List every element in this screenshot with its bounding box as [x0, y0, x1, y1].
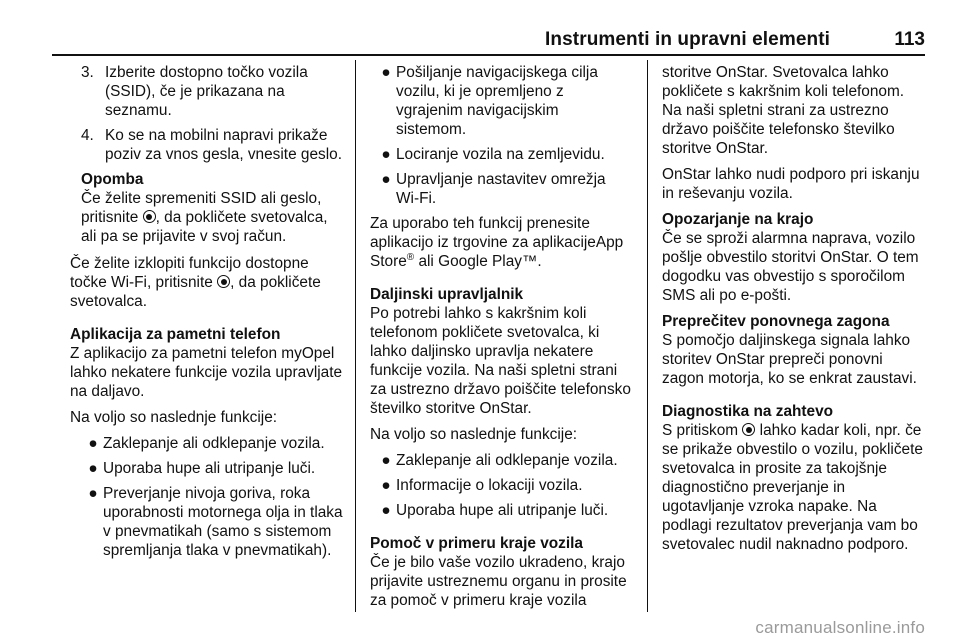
note-text-a: Če želite spremeniti SSID ali geslo, pritisnite [81, 190, 322, 226]
column-2 [370, 63, 632, 617]
bullet-text: Informacije o lokaciji vozila. [396, 477, 583, 494]
bullet-text: Uporaba hupe ali utripanje luči. [396, 502, 609, 519]
download-paragraph [370, 214, 632, 271]
bullet-text: Uporaba hupe ali utripanje luči. [103, 460, 316, 477]
note-text-b: , da pokličete svetovalca, ali pa se prijavite v svoj račun. [81, 209, 328, 245]
diagnostics-text [662, 421, 926, 554]
page-number: 113 [894, 29, 925, 50]
bullet-icon: ● [88, 460, 98, 477]
theft-text: Če je bilo vaše vozilo ukradeno, krajo prijavite ustreznemu organu in prosite za pomoč v primeru kraje vozila [370, 554, 627, 609]
column-divider-1 [355, 60, 356, 612]
restart-heading: Preprečitev ponovnega zagona [662, 313, 890, 330]
bullet-item [370, 145, 632, 164]
step-number: 4. [81, 127, 94, 144]
bullet-text: Preverjanje nivoja goriva, roka uporabnosti motornega olja in tlaka v pnevmatikah (samo s sistemom spremljanja tlaka v pnevmatikah). [103, 485, 343, 559]
bullet-icon: ● [381, 64, 391, 81]
diagnostics-heading: Diagnostika na zahtevo [662, 403, 834, 420]
note-block [81, 170, 345, 246]
bullet-icon: ● [381, 452, 391, 469]
functions-intro: Na voljo so naslednje funkcije: [70, 409, 278, 426]
wifi-off-paragraph [70, 254, 345, 311]
functions-intro: Na voljo so naslednje funkcije: [370, 426, 578, 443]
page-title: Instrumenti in upravni elementi [545, 29, 830, 50]
diagnostics-text-a: S pritiskom [662, 422, 743, 439]
note-text [81, 189, 345, 246]
remote-text: Po potrebi lahko s kakršnim koli telefonom pokličete svetovalca, ki lahko daljinsko upravlja nekatere funkcije vozila. Na naši spletni strani za ustrezno državo poiščite telefonsko številko storitve OnStar. [370, 305, 631, 417]
step-number: 3. [81, 64, 94, 81]
bullet-icon: ● [381, 146, 391, 163]
note-title: Opomba [81, 171, 144, 188]
column-divider-2 [647, 60, 648, 612]
column-3 [662, 63, 926, 561]
bullet-text: Upravljanje nastavitev omrežja Wi-Fi. [396, 171, 606, 207]
bullet-item [77, 434, 345, 453]
download-text-a: Za uporabo teh funkcij prenesite aplikacijo iz trgovine za aplikacijeApp Store [370, 215, 624, 270]
wifi-off-text-b: , da pokličete svetovalca. [70, 274, 321, 310]
diagnostics-text-b: lahko kadar koli, npr. če se prikaže obvestilo o vozilu, pokličete svetovalca in prosite za takojšnje diagnostično preverjanje in ugotavljanje vzroka napake. Na podlagi rezultatov preverjanja vam bo svetovalec nudil naknadno podporo. [662, 422, 923, 553]
bullet-text: Pošiljanje navigacijskega cilja vozilu, ki je opremljeno z vgrajenim navigacijskim sistemom. [396, 64, 598, 138]
bullet-item [77, 484, 345, 560]
bullet-text: Zaklepanje ali odklepanje vozila. [103, 435, 325, 452]
bullet-item [370, 501, 632, 520]
onstar-support-text: OnStar lahko nudi podporo pri iskanju in reševanju vozila. [662, 166, 920, 202]
bullet-item [370, 63, 632, 139]
header-rule [52, 54, 925, 56]
step-text: Izberite dostopno točko vozila (SSID), če je prikazana na seznamu. [105, 64, 308, 119]
download-text-b: ali Google Play™. [414, 253, 542, 270]
bullet-text: Lociranje vozila na zemljevidu. [396, 146, 605, 163]
bullet-icon: ● [88, 485, 98, 502]
restart-text: S pomočjo daljinskega signala lahko storitev OnStar prepreči ponovni zagon motorja, ko se enkrat zaustavi. [662, 332, 917, 387]
bullet-icon: ● [381, 477, 391, 494]
alarm-text: Če se sproži alarmna naprava, vozilo pošlje obvestilo storitvi OnStar. O tem dogodku vas obvestijo s sporočilom SMS ali po e-pošti. [662, 230, 919, 304]
app-heading: Aplikacija za pametni telefon [70, 326, 281, 343]
onstar-service-button-icon [143, 210, 156, 223]
step-4 [81, 126, 345, 164]
wifi-off-text-a: Če želite izklopiti funkcijo dostopne točke Wi-Fi, pritisnite [70, 255, 309, 291]
registered-mark: ® [406, 251, 415, 263]
bullet-item [77, 459, 345, 478]
alarm-heading: Opozarjanje na krajo [662, 211, 814, 228]
bullet-item [370, 451, 632, 470]
onstar-service-button-icon [217, 275, 230, 288]
column-1 [70, 63, 345, 566]
theft-continued-text: storitve OnStar. Svetovalca lahko pokličete s kakršnim koli telefonom. Na naši spletni strani za ustrezno državo poiščite telefonsko številko storitve OnStar. [662, 64, 905, 157]
theft-heading: Pomoč v primeru kraje vozila [370, 535, 583, 552]
watermark: carmanualsonline.info [755, 618, 925, 637]
bullet-item [370, 476, 632, 495]
bullet-icon: ● [381, 502, 391, 519]
bullet-icon: ● [88, 435, 98, 452]
bullet-icon: ● [381, 171, 391, 188]
step-3 [81, 63, 345, 120]
remote-heading: Daljinski upravljalnik [370, 286, 524, 303]
onstar-service-button-icon [742, 423, 755, 436]
app-text: Z aplikacijo za pametni telefon myOpel lahko nekatere funkcije vozila upravljate na daljavo. [70, 345, 343, 400]
bullet-item [370, 170, 632, 208]
bullet-text: Zaklepanje ali odklepanje vozila. [396, 452, 618, 469]
step-text: Ko se na mobilni napravi prikaže poziv za vnos gesla, vnesite geslo. [105, 127, 342, 163]
